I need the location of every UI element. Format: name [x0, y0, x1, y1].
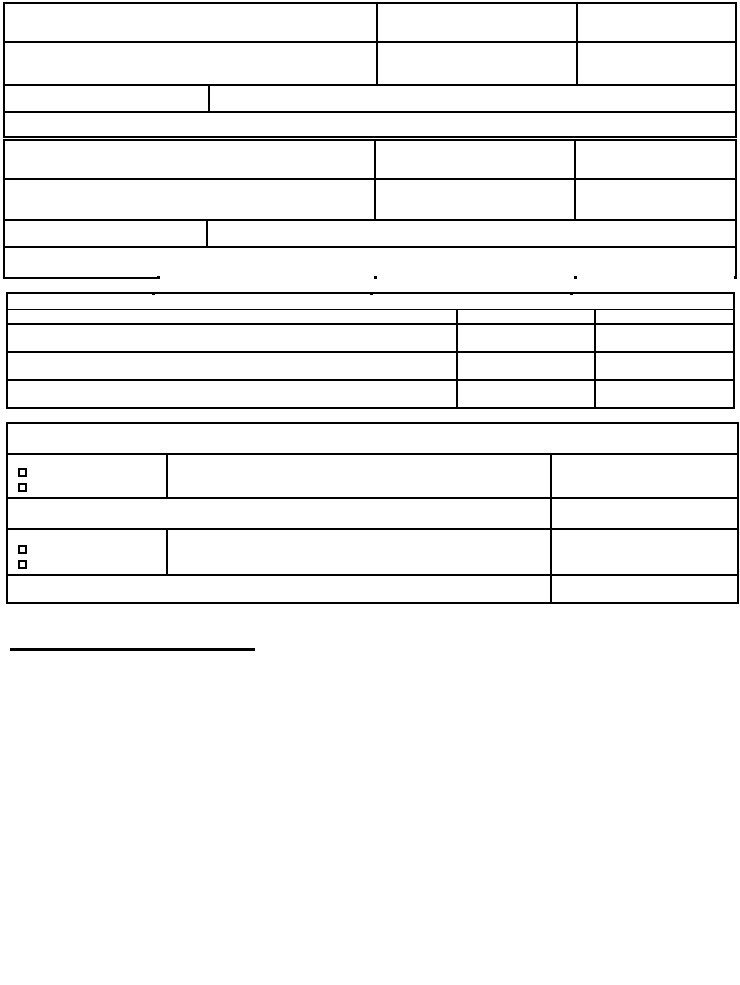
field-2-8[interactable] [210, 222, 734, 244]
options-divider [6, 528, 739, 530]
field-1-2[interactable] [380, 5, 574, 39]
table-divider [6, 379, 735, 381]
tick-mark [374, 276, 377, 279]
field-2-4[interactable] [6, 181, 372, 217]
table-cell[interactable] [598, 326, 732, 349]
field-1-7[interactable] [6, 87, 206, 109]
options-field[interactable] [10, 500, 548, 526]
table-column-divider [456, 309, 458, 409]
signature-line[interactable] [10, 648, 255, 651]
tick-mark [152, 292, 155, 295]
field-1-8[interactable] [212, 87, 734, 109]
options-header-field[interactable] [10, 426, 735, 451]
table-divider [6, 323, 735, 325]
options-field[interactable] [170, 531, 548, 572]
section-1-column-divider [576, 2, 578, 84]
options-divider [6, 497, 739, 499]
table-cell[interactable] [9, 382, 454, 406]
field-2-7[interactable] [6, 222, 204, 244]
checkbox-option-3[interactable] [18, 545, 27, 554]
section-2-bottom-rule [3, 277, 158, 279]
field-2-3[interactable] [578, 142, 734, 176]
checkbox-option-2[interactable] [18, 483, 27, 492]
section-1-column-divider [376, 2, 378, 84]
signature-field[interactable] [10, 628, 255, 646]
table-divider [6, 351, 735, 353]
field-1-3[interactable] [580, 5, 734, 39]
section-2-column-divider [574, 139, 576, 219]
options-divider [6, 453, 739, 455]
section-1-column-divider [208, 84, 210, 111]
section-2-column-divider [206, 219, 208, 246]
options-column-divider [166, 528, 168, 574]
options-field[interactable] [10, 577, 548, 600]
table-cell[interactable] [598, 382, 732, 406]
field-1-9[interactable] [6, 114, 734, 136]
table-cell[interactable] [460, 326, 592, 349]
field-1-1[interactable] [6, 5, 374, 39]
section-2-divider [3, 219, 737, 221]
table-cell[interactable] [9, 311, 454, 322]
field-2-1[interactable] [6, 142, 372, 176]
tick-mark [370, 292, 373, 295]
options-column-divider [550, 453, 552, 602]
options-field[interactable] [554, 500, 736, 526]
tick-mark [734, 276, 737, 279]
field-2-9[interactable] [6, 249, 734, 275]
field-1-4[interactable] [6, 44, 374, 82]
field-1-6[interactable] [580, 44, 734, 82]
section-1-divider [3, 41, 737, 43]
tick-mark [570, 292, 573, 295]
section-1-divider [3, 111, 737, 113]
field-1-5[interactable] [380, 44, 574, 82]
options-divider [6, 574, 739, 576]
section-1-divider [3, 84, 737, 86]
table-cell[interactable] [9, 354, 454, 377]
tick-mark [574, 276, 577, 279]
table-cell[interactable] [460, 382, 592, 406]
table-cell[interactable] [598, 311, 732, 322]
table-cell[interactable] [460, 311, 592, 322]
checkbox-option-4[interactable] [18, 560, 27, 569]
table-column-divider [594, 309, 596, 409]
table-cell[interactable] [9, 326, 454, 349]
checkbox-option-1[interactable] [18, 468, 27, 477]
section-2-divider [3, 178, 737, 180]
table-cell[interactable] [598, 354, 732, 377]
section-2-divider [3, 246, 737, 248]
field-2-6[interactable] [578, 181, 734, 217]
options-field[interactable] [170, 456, 548, 495]
field-2-5[interactable] [378, 181, 572, 217]
section-2-column-divider [374, 139, 376, 219]
table-divider [6, 309, 735, 310]
options-divider [6, 602, 739, 604]
options-column-divider [166, 453, 168, 497]
options-field[interactable] [554, 577, 736, 600]
options-field[interactable] [554, 531, 736, 572]
table-cell[interactable] [460, 354, 592, 377]
tick-mark [157, 276, 160, 279]
field-2-2[interactable] [378, 142, 572, 176]
options-field[interactable] [554, 456, 736, 495]
